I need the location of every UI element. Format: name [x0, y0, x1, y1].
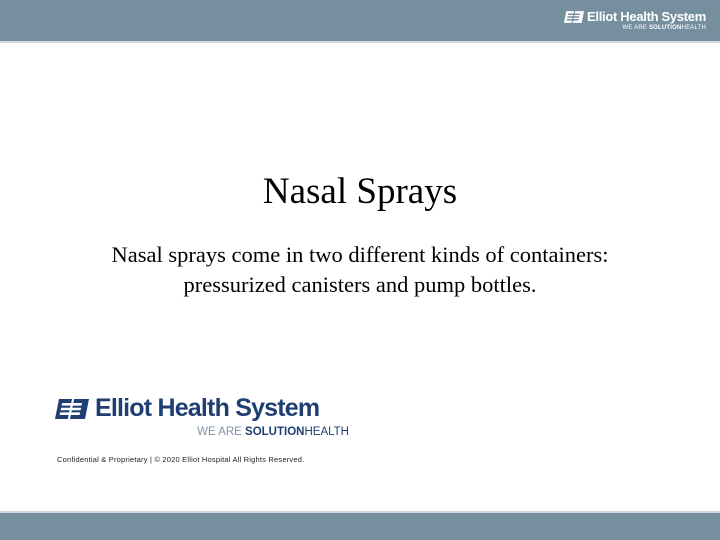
header-bar — [0, 0, 720, 43]
slide-title: Nasal Sprays — [262, 171, 458, 212]
header-brand-name: Elliot Health System — [587, 9, 706, 24]
slide-body-line: pressurized canisters and pump bottles. — [183, 272, 537, 297]
footer-bar — [0, 511, 720, 540]
footer-tagline: WE ARE SOLUTIONHEALTH — [197, 426, 349, 438]
slide-body-line: Nasal sprays come in two different kinds of containers: — [111, 242, 609, 267]
slide-body — [60, 240, 660, 300]
copyright-note: Confidential & Proprietary | © 2020 Elliot Hospital All Rights Reserved. — [57, 455, 305, 464]
header-tagline: WE ARE SOLUTIONHEALTH — [622, 25, 706, 31]
ehs-logo-icon — [55, 399, 89, 419]
header-logo — [564, 9, 706, 31]
footer-logo — [55, 394, 355, 438]
footer-brand-name: Elliot Health System — [95, 394, 320, 422]
ehs-logo-icon — [564, 11, 584, 23]
